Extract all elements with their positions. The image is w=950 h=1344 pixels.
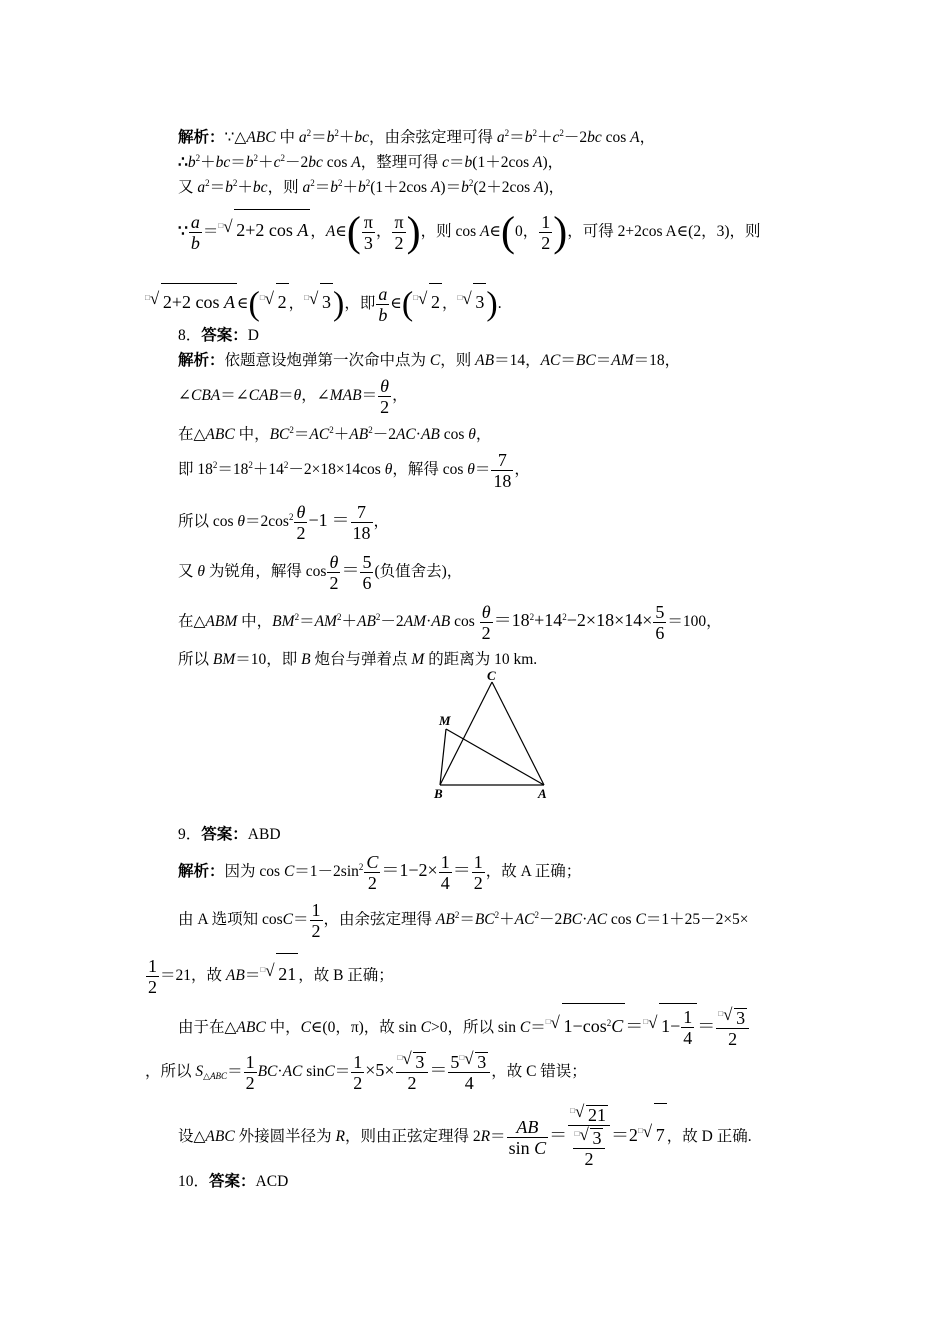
q9-line-1: 解析：因为 $\cos C=1-2\sin^2$ $\frac{C}{2}$ ＝1−2× $\frac{1}{4}$ ＝ $\frac{1}{2}$ ，故 A 正确；: [178, 851, 582, 893]
q9-line-3: $\frac{1}{2}$ ＝21，故 AB＝□√ 21 ，故 B 正确；: [145, 950, 394, 997]
q8-line-3: 在△ABC 中，$BC^2=AC^2+AB^2-2AC\cdot AB$ cos θ，: [178, 425, 492, 443]
q9-line-4: 由于在△ABC 中，C∈(0，π)，故 sin C>0，所以 sin C＝□√ $1-\cos^2C =^□√$ 1− $\frac{1}{4}$ ＝ $\frac{^□√ 3}{2}$: [178, 1000, 750, 1050]
q8-line-5: 所以 $\cos \theta=2\cos^2$ $\frac{\theta}{2}$ −1 ＝ $\frac{7}{18}$ ，: [178, 501, 390, 543]
q7-line-1: 解析：∵△ABC 中 $a^2=b^2+bc$，由余弦定理可得 $a^2=b^2+c^2-2bc$ cos A，: [178, 128, 656, 146]
q9-line-2: 由 A 选项知 cosC＝ $\frac{1}{2}$ ，由余弦定理得 $AB^2=BC^2+AC^2-2BC\cdot AC$ cos C＝1＋25－2×5×: [178, 900, 749, 941]
q7-line-3: 又 $a^2=b^2+bc$，则 $a^2=b^2+b^2(1+2\cos$ $A)=b^2(2+2\cos$ A)，: [178, 178, 565, 196]
q8-line-2: ∠CBA＝∠CAB＝θ，∠MAB＝ $\frac{\theta}{2}$ ，: [178, 376, 408, 417]
q8-line-4: 即 $18^2=18^2+14^2-2\times 18\times 14\cos$ θ，解得 cos θ＝ $\frac{7}{18}$ ，: [178, 450, 530, 491]
q9-line-5: ，所以 $S_{\triangle ABC}=$ $\frac{1}{2}$ BC·AC sinC＝ $\frac{1}{2}$ ×5× $\frac{^□√ 3}{2}$ ＝ $\frac{5^□√ 3}{4}$ ，故 C 错误；: [145, 1050, 587, 1093]
label-b: B: [434, 786, 443, 801]
label-m: M: [439, 713, 451, 728]
q8-answer-line: 8．答案：D: [178, 327, 259, 344]
label-a: A: [538, 786, 547, 801]
q9-line-6: 设△ABC 外接圆半径为 R，则由正弦定理得 2R＝ $\frac{AB}{\text{sin C}}$ ＝ $\frac{^□√ 21}{\frac{^□√ 3}{2}}$ ＝2□√ 7 ，故 D 正确.: [178, 1100, 752, 1170]
analysis-label: 解析：: [178, 129, 225, 146]
q8-line-6: 又 θ 为锐角，解得 cos $\frac{\theta}{2}$ ＝ $\frac{5}{6}$ (负值舍去)，: [178, 551, 463, 593]
triangle-figure: [428, 670, 568, 805]
q8-line-8: 所以 BM＝10，即 B 炮台与弹着点 M 的距离为 10 km.: [178, 651, 538, 668]
q7-line-5: □√ 2+2 cos A ∈(□√ 2 ，□√ 3)，即 $\frac{a}{b}$ ∈(□√ 2 ，□√ 3).: [145, 280, 502, 325]
q9-answer-line: 9．答案：ABD: [178, 826, 281, 843]
q8-line-7: 在△ABM 中，$BM^2=AM^2+AB^2-2AM\cdot AB$ cos $\frac{\theta}{2}$ $=18^2+14^2-2\times 18\times 14\times$ $\frac{5}{6}$ ＝100，: [178, 601, 722, 643]
q10-answer-line: 10．答案：ACD: [178, 1173, 289, 1190]
label-c: C: [487, 670, 496, 683]
q8-line-1: 解析：依题意设炮弹第一次命中点为 C，则 AB＝14，AC＝BC＝AM＝18，: [178, 352, 681, 369]
q7-line-4: ∵ $\frac{a}{b}$ ＝□√ 2+2 cos A ，A∈( $\frac{\pi}{3}$ ， $\frac{\pi}{2}$ )，则 cos A∈(0， $\frac{1}{2}$ )，可得 2+2cos A∈(2，3)，则: [178, 206, 761, 253]
q7-line-2: $\therefore b^2+bc=b^2+c^2-2bc$ cos A，整理可得 c＝b(1＋2cos A)，: [178, 153, 564, 171]
